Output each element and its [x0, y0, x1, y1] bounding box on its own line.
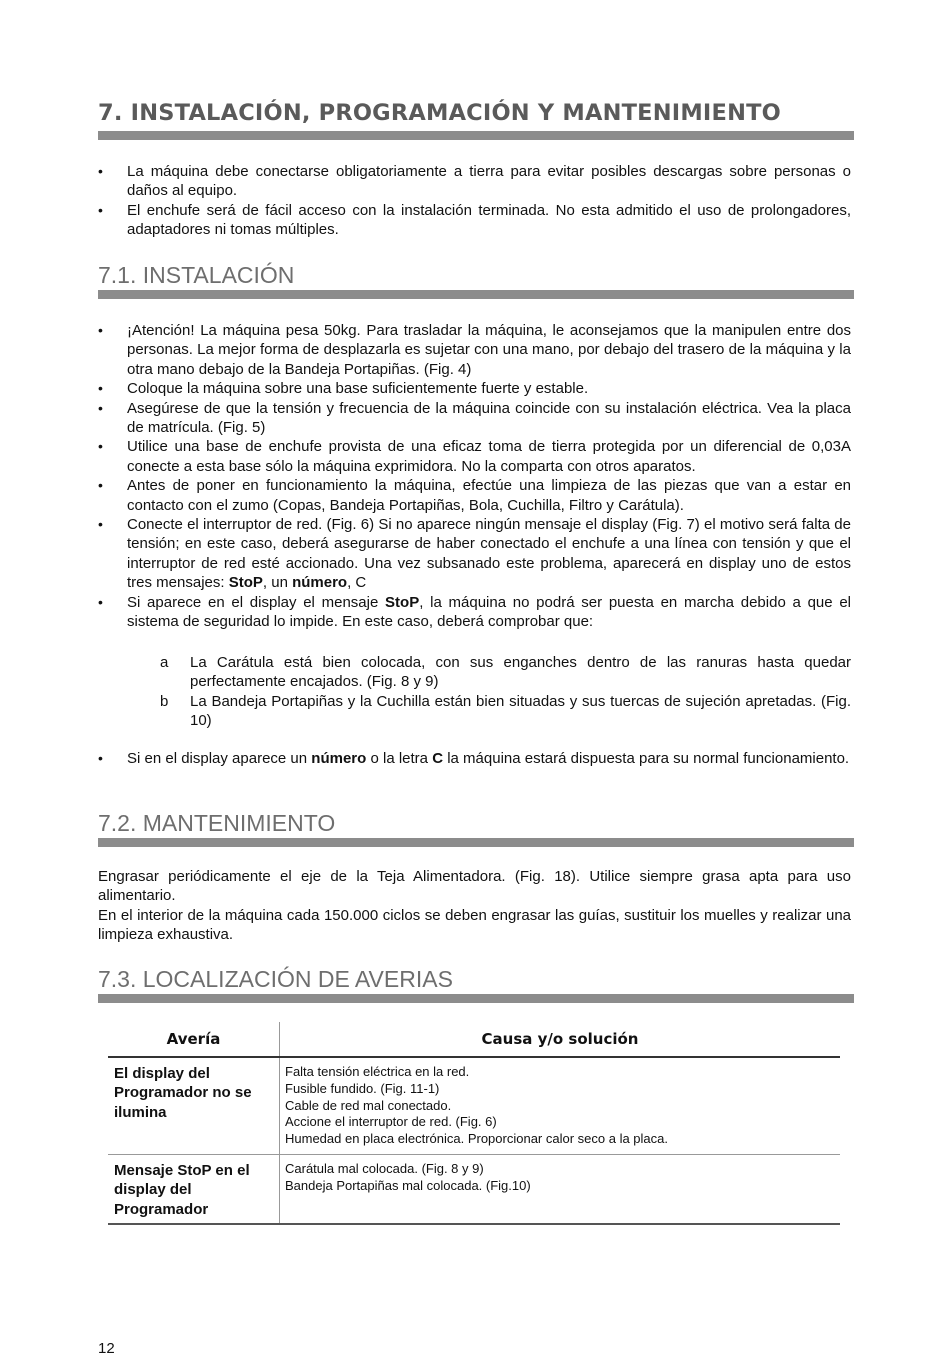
stop-message: StoP [385, 593, 420, 611]
column-header-solution: Causa y/o solución [481, 1030, 639, 1048]
section-rule-maintenance [98, 838, 854, 847]
page-number: 12 [98, 1340, 115, 1357]
list-item-stop: • Si aparece en el display el mensaje StoP, la máquina no podrá ser puesta en marcha debido a que el sistema de seguridad lo impide. En este caso, deberá comprobar que: [98, 593, 851, 632]
number-message: número [292, 574, 348, 592]
list-item-display-messages: • Conecte el interruptor de red. (Fig. 6) Si no aparece ningún mensaje el display (Fig. 7) el motivo será falta de tensión; en este caso, deberá asegurarse de haber conectado el enchufe a una línea con tensión y que el interruptor de red esté accionado. Una vez subsanado este problema, aparecerá en display uno de estos tres mensajes: StoP, un número, C [98, 515, 851, 593]
list-item: • ¡Atención! La máquina pesa 50kg. Para trasladar la máquina, le aconsejamos que la manipulen entre dos personas. La mejor forma de desplazarla es sujetar con una mano, por debajo del trasero de la máquina y la otra mano debajo de la Bandeja Portapiñas. (Fig. 4) [98, 321, 851, 379]
list-item: • La máquina debe conectarse obligatoriamente a tierra para evitar posibles descargas sobre personas o daños al equipo. [98, 162, 851, 201]
check-letter: a [160, 654, 169, 671]
stop-message: StoP [228, 574, 263, 592]
c-message: C [432, 750, 444, 767]
check-text: La Bandeja Portapiñas y la Cuchilla están bien situadas y sus tuercas de sujeción apretadas. (Fig. 10) [190, 692, 851, 730]
list-item-ready: • Si en el display aparece un número o la letra C la máquina estará dispuesta para su normal funcionamiento. [98, 749, 851, 768]
solution-cell [280, 1057, 841, 1154]
check-item-a [160, 653, 851, 692]
check-text: La Carátula está bien colocada, con sus enganches dentro de las ranuras hasta quedar perfectamente encajados. (Fig. 8 y 9) [190, 654, 851, 691]
list-item: • El enchufe será de fácil acceso con la instalación terminada. No esta admitido el uso de prolongadores, adaptadores ni tomas múltiples. [98, 201, 851, 240]
list-item: • Asegúrese de que la tensión y frecuencia de la máquina coincide con su instalación eléctrica. Vea la placa de matrícula. (Fig. 5) [98, 399, 851, 438]
check-list [160, 653, 851, 731]
list-item: • Utilice una base de enchufe provista de una eficaz toma de tierra protegida por un diferencial de 0,03A conecte a esta base sólo la máquina exprimidora. No la comparta con otros aparatos. [98, 437, 851, 476]
chapter-heading-rule [98, 131, 854, 140]
solution-line: Cable de red mal conectado. [285, 1097, 452, 1113]
check-letter: b [160, 692, 169, 710]
fault-cell: El display del Programador no se ilumina [108, 1057, 280, 1154]
solution-line: Humedad en placa electrónica. Proporcionar calor seco a la placa. [285, 1131, 668, 1147]
check-item-b [160, 692, 851, 731]
section-rule-installation [98, 290, 854, 299]
maintenance-paragraph-2: En el interior de la máquina cada 150.000 ciclos se deben engrasar las guías, sustituir los muelles y realizar una limpieza exhaustiva. [98, 907, 851, 944]
section-heading-faults: 7.3. LOCALIZACIÓN DE AVERIAS [98, 966, 453, 992]
ready-bullet-list [98, 749, 851, 768]
solution-line: Carátula mal colocada. (Fig. 8 y 9) [285, 1160, 484, 1176]
table-row [108, 1057, 840, 1154]
solution-line: Falta tensión eléctrica en la red. [285, 1064, 470, 1079]
intro-bullet-list [98, 162, 851, 240]
list-item: • Antes de poner en funcionamiento la máquina, efectúe una limpieza de las piezas que van a estar en contacto con el zumo (Copas, Bandeja Portapiñas, Bola, Cuchilla, Filtro y Carátula). [98, 476, 851, 515]
section-heading-installation: 7.1. INSTALACIÓN [98, 262, 295, 288]
solution-line: Fusible fundido. (Fig. 11-1) [285, 1080, 440, 1096]
chapter-heading: 7. INSTALACIÓN, PROGRAMACIÓN Y MANTENIMIENTO [98, 100, 781, 126]
solution-line: Accione el interruptor de red. (Fig. 6) [285, 1114, 497, 1130]
section-heading-maintenance: 7.2. MANTENIMIENTO [98, 810, 336, 836]
maintenance-paragraph-1: Engrasar periódicamente el eje de la Teja Alimentadora. (Fig. 18). Utilice siempre grasa apta para uso alimentario. [98, 868, 851, 905]
table-header-row [108, 1022, 840, 1057]
solution-line: Bandeja Portapiñas mal colocada. (Fig.10) [285, 1177, 531, 1193]
installation-bullet-list [98, 321, 851, 632]
table-row [108, 1154, 840, 1224]
display-bullet-text: Conecte el interruptor de red. (Fig. 6) Si no aparece ningún mensaje el display (Fig. 7) el motivo será falta de tensión; en este caso, deberá asegurarse de haber conectado el enchufe a una línea con tensión y que el interruptor de red esté accionado. Una vez subsanado este problema, aparecerá en display uno de estos tres mensajes: [127, 516, 851, 592]
section-rule-faults [98, 994, 854, 1003]
list-item: • Coloque la máquina sobre una base suficientemente fuerte y estable. [98, 379, 851, 398]
column-header-fault: Avería [108, 1022, 280, 1057]
solution-cell [280, 1154, 841, 1224]
fault-cell: Mensaje StoP en el display del Programador [108, 1154, 280, 1224]
fault-table [108, 1022, 840, 1225]
number-message: número [311, 750, 367, 767]
